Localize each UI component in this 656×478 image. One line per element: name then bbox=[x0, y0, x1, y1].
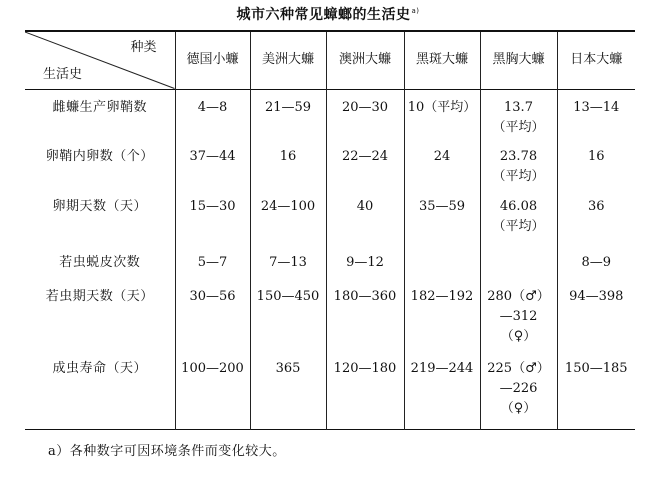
table-cell bbox=[404, 139, 480, 189]
cell-line: 40 bbox=[356, 199, 374, 214]
cell-line: 16 bbox=[587, 149, 605, 164]
cell-line: 4—8 bbox=[197, 99, 228, 115]
table-cell bbox=[326, 89, 404, 139]
table-cell bbox=[557, 89, 635, 139]
table-cell bbox=[175, 279, 250, 351]
table-cell bbox=[175, 189, 250, 245]
cell-line: 150—185 bbox=[564, 361, 628, 376]
cell-line: 8—9 bbox=[581, 255, 612, 270]
species-header: 黑胸大蠊 bbox=[480, 31, 557, 89]
row-label: 卵期天数（天） bbox=[52, 199, 147, 214]
table-cell bbox=[480, 245, 557, 279]
table-cell bbox=[326, 245, 404, 279]
cell-line: 36 bbox=[587, 199, 605, 214]
table-row bbox=[25, 351, 635, 429]
table-cell bbox=[175, 245, 250, 279]
table-cell bbox=[326, 279, 404, 351]
table-row bbox=[25, 189, 635, 245]
cell-line: 46.08 bbox=[499, 199, 538, 214]
species-header: 美洲大蠊 bbox=[250, 31, 326, 89]
table-cell bbox=[404, 189, 480, 245]
cell-line: 219—244 bbox=[410, 361, 474, 376]
row-label: 若虫蜕皮次数 bbox=[59, 255, 141, 270]
cell-line: （♀） bbox=[500, 329, 537, 344]
species-header: 黑斑大蠊 bbox=[404, 31, 480, 89]
table-cell bbox=[175, 89, 250, 139]
table-body bbox=[25, 89, 635, 429]
cell-line: 20—30 bbox=[341, 99, 389, 115]
cell-line: 100—200 bbox=[181, 361, 244, 376]
cell-line: 280（♂） bbox=[487, 289, 550, 304]
table-row bbox=[25, 139, 635, 189]
cell-line: 23.78 bbox=[499, 149, 538, 164]
cell-line: 5—7 bbox=[197, 255, 228, 270]
corner-label-species: 种类 bbox=[130, 40, 157, 55]
cell-line: 120—180 bbox=[333, 361, 397, 376]
table-row bbox=[25, 245, 635, 279]
header-corner-cell bbox=[25, 31, 175, 89]
cell-line: 182—192 bbox=[410, 289, 474, 304]
table-cell bbox=[250, 89, 326, 139]
species-header: 日本大蠊 bbox=[557, 31, 635, 89]
cell-line: 30—56 bbox=[189, 289, 236, 304]
row-label: 雌蠊生产卵鞘数 bbox=[52, 99, 147, 115]
cell-line: 22—24 bbox=[341, 149, 389, 164]
cell-line: 13.7 bbox=[504, 99, 533, 115]
table-cell bbox=[404, 89, 480, 139]
table-cell bbox=[326, 139, 404, 189]
life-history-table bbox=[25, 30, 635, 430]
cell-line: 150—450 bbox=[256, 289, 320, 304]
title-footnote-marker: a) bbox=[411, 7, 420, 16]
cell-line: 10（平均） bbox=[407, 99, 477, 115]
table-cell bbox=[557, 351, 635, 429]
cell-line: —312 bbox=[499, 309, 538, 324]
cell-line: （平均） bbox=[492, 169, 545, 184]
table-cell bbox=[480, 89, 557, 139]
table-cell bbox=[250, 139, 326, 189]
row-label: 成虫寿命（天） bbox=[52, 361, 147, 376]
table-title bbox=[0, 4, 656, 24]
species-header: 德国小蠊 bbox=[175, 31, 250, 89]
footnote: a）各种数字可因环境条件而变化较大。 bbox=[48, 444, 286, 459]
table-cell bbox=[557, 279, 635, 351]
table-cell bbox=[250, 279, 326, 351]
cell-line: 7—13 bbox=[269, 255, 307, 270]
table-cell bbox=[404, 351, 480, 429]
cell-line: 225（♂） bbox=[487, 361, 550, 376]
cell-line: 24—100 bbox=[260, 199, 316, 214]
table-cell bbox=[175, 139, 250, 189]
cell-line: （♀） bbox=[500, 401, 537, 416]
table-cell bbox=[557, 189, 635, 245]
cell-line: 37—44 bbox=[189, 149, 236, 164]
cell-line: 15—30 bbox=[189, 199, 236, 214]
table-cell bbox=[326, 189, 404, 245]
species-header: 澳洲大蠊 bbox=[326, 31, 404, 89]
cell-line: 16 bbox=[279, 149, 297, 164]
cell-line: 13—14 bbox=[573, 99, 620, 115]
table-cell bbox=[250, 189, 326, 245]
table-cell bbox=[480, 189, 557, 245]
table-cell bbox=[480, 351, 557, 429]
table-cell bbox=[326, 351, 404, 429]
table-cell bbox=[175, 351, 250, 429]
cell-line: 35—59 bbox=[418, 199, 466, 214]
row-label: 卵鞘内卵数（个） bbox=[45, 149, 154, 164]
header-row bbox=[25, 31, 635, 89]
table-cell bbox=[480, 139, 557, 189]
table-cell bbox=[557, 245, 635, 279]
table-cell bbox=[250, 351, 326, 429]
cell-line: 365 bbox=[275, 361, 301, 376]
cell-line: （平均） bbox=[492, 219, 545, 234]
table-row bbox=[25, 89, 635, 139]
row-label: 若虫期天数（天） bbox=[45, 289, 154, 304]
table-cell bbox=[404, 279, 480, 351]
title-text: 城市六种常见蟑螂的生活史 bbox=[236, 7, 411, 23]
table-cell bbox=[250, 245, 326, 279]
cell-line: （平均） bbox=[492, 119, 545, 135]
cell-line: 24 bbox=[433, 149, 451, 164]
cell-line: 94—398 bbox=[569, 289, 624, 304]
cell-line: 9—12 bbox=[346, 255, 384, 270]
table-cell bbox=[480, 279, 557, 351]
cell-line: —226 bbox=[499, 381, 538, 396]
table-row bbox=[25, 279, 635, 351]
cell-line: 21—59 bbox=[264, 99, 312, 115]
corner-label-life-history: 生活史 bbox=[43, 66, 83, 82]
cell-line: 180—360 bbox=[333, 289, 397, 304]
table-cell bbox=[404, 245, 480, 279]
table-cell bbox=[557, 139, 635, 189]
